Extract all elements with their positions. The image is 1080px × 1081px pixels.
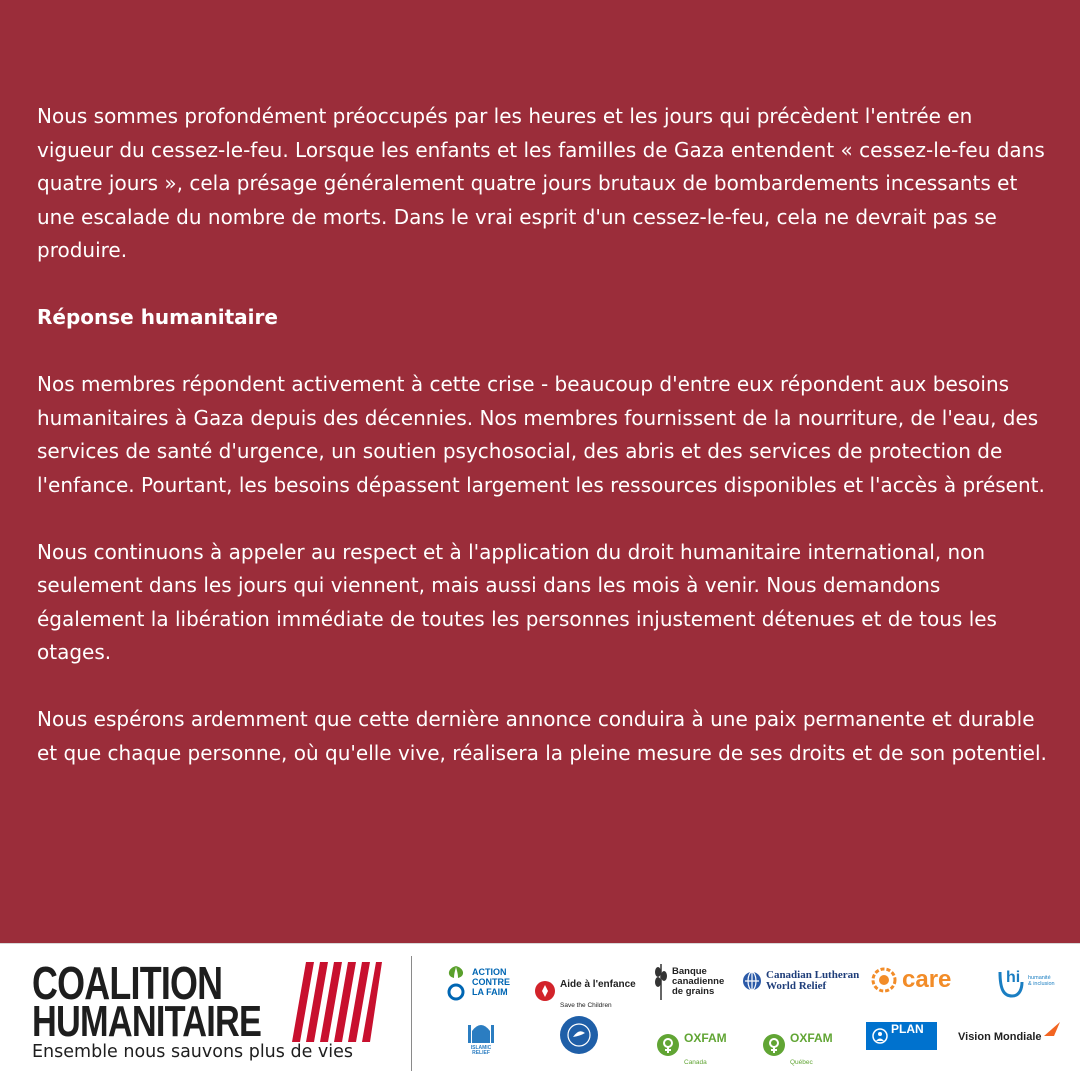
oxfam-icon <box>656 1033 680 1057</box>
article-body <box>37 100 1047 804</box>
paragraph-hope: Nous espérons ardemment que cette dernière annonce conduira à une paix permanente et durable et que chaque personne, où qu'elle vive, réalisera la pleine mesure de ses droits et de son potentiel. <box>37 707 1047 765</box>
mosque-icon <box>466 1015 496 1045</box>
globe-icon <box>742 971 762 991</box>
logo-action-contre-la-faim: ACTION CONTRE LA FAIM <box>444 962 510 1002</box>
footer-logo-bar <box>0 943 1080 1081</box>
logo-wordmark-line1: COALITION <box>32 957 223 1009</box>
wheat-icon <box>654 962 668 1002</box>
svg-text:hi: hi <box>1006 969 1021 986</box>
logo-medecins-du-monde <box>560 1016 598 1054</box>
logo-oxfam-canada: OXFAM Canada <box>656 1022 727 1068</box>
coalition-humanitaire-logo <box>30 957 380 1070</box>
acf-leaf-icon <box>444 962 468 1002</box>
oxfam-icon <box>762 1033 786 1057</box>
paragraph-humanitarian-response: Nos membres répondent activement à cette crise - beaucoup d'entre eux répondent aux besoins humanitaires à Gaza depuis des décennies. Nos membres fournissent de la nourriture, de l'eau, des services de santé d'urgence, un soutien psychosocial, des abris et des services de protection de l'enfance. Pourtant, les besoins dépassent largement les ressources disponibles et l'accès à présent. <box>37 372 1045 497</box>
logo-canadian-lutheran-world-relief: Canadian Lutheran World Relief <box>742 970 859 992</box>
logo-banque-canadienne-de-grains: Banque canadienne de grains <box>654 962 724 1002</box>
paragraph-ceasefire-concern: Nous sommes profondément préoccupés par les heures et les jours qui précèdent l'entrée en vigueur du cessez-le-feu. Lorsque les enfants et les familles de Gaza entendent « cessez-le-feu dans quatre jours », cela présage généralement quatre jours brutaux de bombardements incessants et une escalade du nombre de morts. Dans le vrai esprit d'un cessez-le-feu, cela ne devrait pas se produire. <box>37 104 1045 262</box>
footer-divider <box>411 956 412 1071</box>
logo-tagline: Ensemble nous sauvons plus de vies <box>32 1042 353 1062</box>
logo-islamic-relief: ISLAMIC RELIEF <box>466 1015 496 1056</box>
logo-aide-a-l-enfance: Aide à l'enfance Save the Children <box>534 970 636 1011</box>
logo-vision-mondiale: Vision Mondiale <box>958 1030 1062 1044</box>
logo-plan-international: PLAN INTERNATIONAL <box>866 1022 937 1050</box>
care-hands-icon <box>870 966 898 994</box>
logo-humanite-inclusion: hi humanité & inclusion <box>996 964 1055 998</box>
logo-care: care <box>870 966 951 994</box>
logo-wordmark-line2: HUMANITAIRE <box>32 997 262 1046</box>
section-heading: Réponse humanitaire <box>37 305 278 329</box>
aide-enfance-icon <box>534 980 556 1002</box>
paragraph-international-law: Nous continuons à appeler au respect et à l'application du droit humanitaire international, non seulement dans les jours qui viennent, mais aussi dans les mois à venir. Nous demandons également la libération immédiate de toutes les personnes injustement détenues et de tous les otages. <box>37 539 997 664</box>
logo-oxfam-quebec: OXFAM Québec <box>762 1022 833 1068</box>
hi-hand-icon <box>996 964 1024 998</box>
plan-person-icon <box>872 1028 888 1044</box>
logo-stripes-icon <box>292 962 382 1042</box>
vision-star-icon <box>1044 1022 1060 1036</box>
mdm-emblem <box>560 1016 598 1054</box>
